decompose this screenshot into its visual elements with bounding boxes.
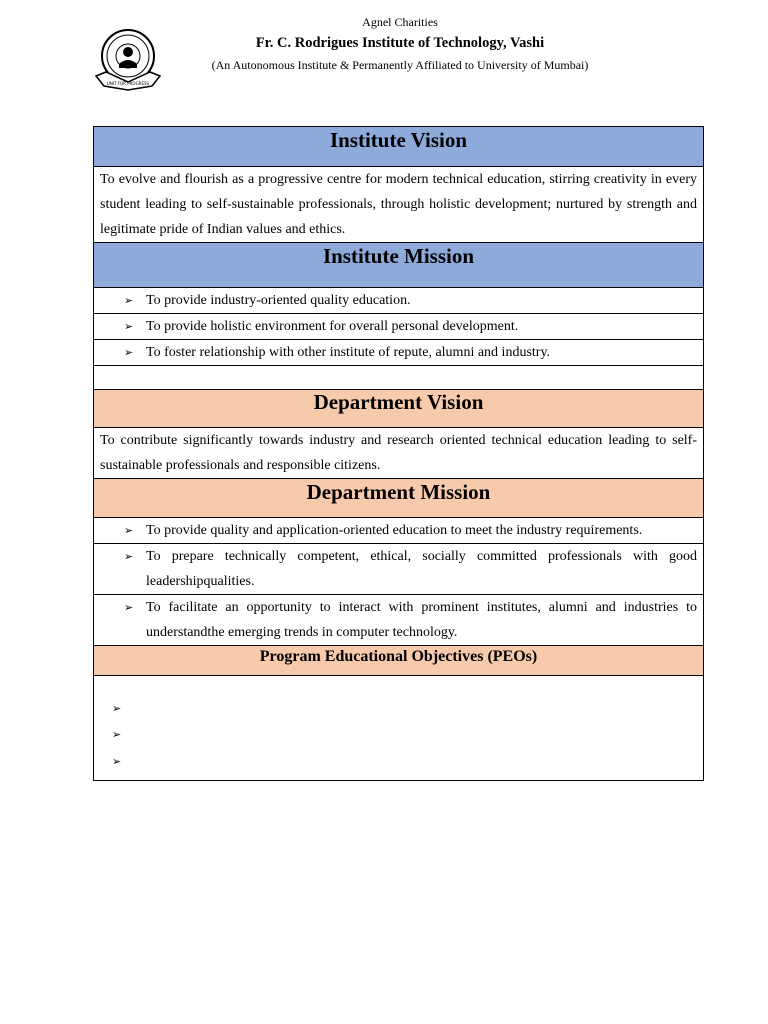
institute-seal-logo xyxy=(92,28,164,92)
institute-mission-item xyxy=(94,313,703,339)
department-vision-title: Department Vision xyxy=(94,389,703,427)
bullet-arrow-icon: ➢ xyxy=(124,524,134,537)
department-vision-text: To contribute significantly towards industry and research oriented technical education leading to self-sustainable professionals and responsible citizens. xyxy=(100,433,697,473)
mission-text: To provide quality and application-oriented education to meet the industry requirements. xyxy=(146,523,643,538)
mission-text: To facilitate an opportunity to interact with prominent institutes, alumni and industries to understandthe emerging trends in computer technology. xyxy=(146,600,697,640)
peos-title: Program Educational Objectives (PEOs) xyxy=(94,645,703,675)
mission-text: To foster relationship with other institute of repute, alumni and industry. xyxy=(146,345,551,360)
institute-vision-title: Institute Vision xyxy=(94,127,703,166)
bullet-arrow-icon: ➢ xyxy=(112,755,122,768)
department-mission-item xyxy=(94,543,703,594)
department-mission-item xyxy=(94,517,703,543)
vision-mission-table xyxy=(93,126,704,781)
department-mission-item xyxy=(94,594,703,645)
institute-mission-item xyxy=(94,287,703,313)
peos-list xyxy=(94,675,703,780)
header-affiliation: (An Autonomous Institute & Permanently Affiliated to University of Mumbai) xyxy=(211,58,589,72)
header-org: Agnel Charities xyxy=(362,15,438,29)
bullet-arrow-icon: ➢ xyxy=(124,601,134,614)
department-mission-title: Department Mission xyxy=(94,478,703,517)
institute-mission-item xyxy=(94,339,703,365)
mission-text: To prepare technically competent, ethical, socially committed professionals with good leadershipqualities. xyxy=(146,549,697,589)
institute-mission-title: Institute Mission xyxy=(94,242,703,287)
mission-text: To provide holistic environment for overall personal development. xyxy=(146,319,519,334)
bullet-arrow-icon: ➢ xyxy=(124,320,134,333)
institute-vision-text: To evolve and flourish as a progressive centre for modern technical education, stirring creativity in every student leading to self-sustainable professionals, through holistic development; nurtured by strength and legitimate pride of Indian values and ethics. xyxy=(100,172,697,237)
bullet-arrow-icon: ➢ xyxy=(124,346,134,359)
bullet-arrow-icon: ➢ xyxy=(112,728,122,741)
empty-row xyxy=(94,365,703,389)
logo-motto: UNIT FOR PROGRESS xyxy=(106,81,150,86)
bullet-arrow-icon: ➢ xyxy=(112,702,122,715)
header-institute-name: Fr. C. Rodrigues Institute of Technology, Vashi xyxy=(255,35,545,51)
mission-text: To provide industry-oriented quality education. xyxy=(146,293,411,308)
bullet-arrow-icon: ➢ xyxy=(124,294,134,307)
bullet-arrow-icon: ➢ xyxy=(124,550,134,563)
